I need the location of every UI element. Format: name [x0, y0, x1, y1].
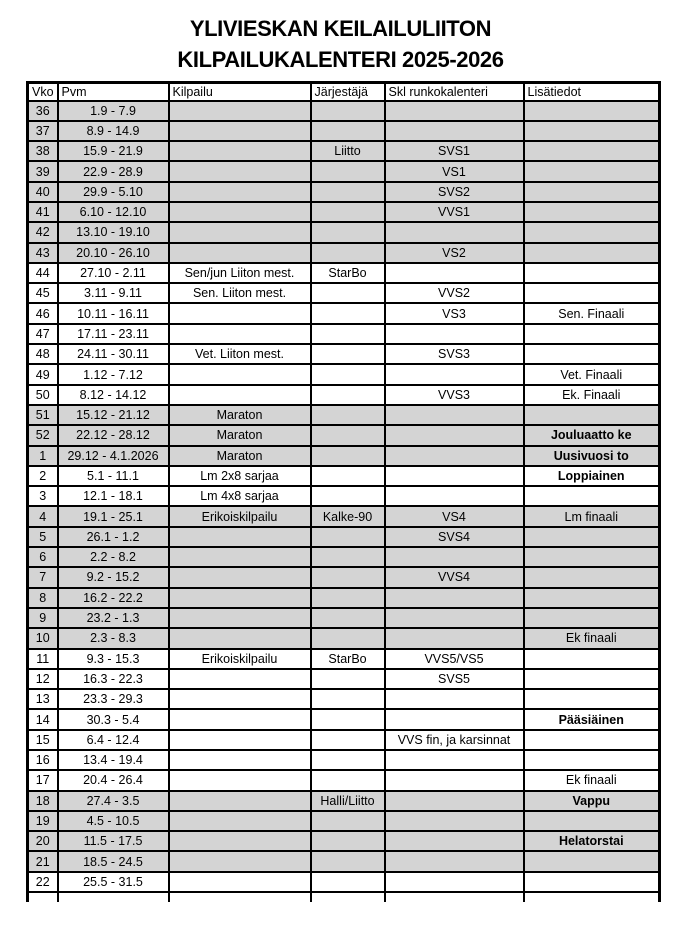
page-title-line1: YLIVIESKAN KEILAILULIITON: [189, 16, 492, 41]
cell-lisatiedot: [524, 567, 660, 587]
cell-kilpailu: [169, 161, 311, 181]
table-row: [28, 405, 660, 425]
cell-vko: 46: [28, 303, 58, 323]
cell-pvm: 10.11 - 16.11: [58, 303, 169, 323]
cell-skl: [385, 770, 524, 790]
table-row: [28, 141, 660, 161]
calendar-table: [26, 81, 661, 902]
cell-pvm: 8.9 - 14.9: [58, 121, 169, 141]
cell-jarjestaja: [311, 101, 385, 121]
table-row: [28, 161, 660, 181]
cell-vko: 6: [28, 547, 58, 567]
cell-pvm: 18.5 - 24.5: [58, 851, 169, 871]
cell-skl: [385, 892, 524, 902]
table-row: [28, 486, 660, 506]
table-row: [28, 527, 660, 547]
cell-skl: [385, 791, 524, 811]
cell-vko: 20: [28, 831, 58, 851]
table-row: [28, 770, 660, 790]
cell-kilpailu: Lm 4x8 sarjaa: [169, 486, 311, 506]
cell-lisatiedot: [524, 141, 660, 161]
cell-kilpailu: Maraton: [169, 405, 311, 425]
cell-vko: 48: [28, 344, 58, 364]
cell-kilpailu: [169, 750, 311, 770]
cell-vko: 50: [28, 385, 58, 405]
table-row: [28, 263, 660, 283]
cell-skl: [385, 872, 524, 892]
cell-kilpailu: [169, 811, 311, 831]
cell-skl: [385, 324, 524, 344]
table-row: [28, 811, 660, 831]
cell-jarjestaja: [311, 161, 385, 181]
cell-pvm: 15.9 - 21.9: [58, 141, 169, 161]
cell-skl: [385, 364, 524, 384]
cell-kilpailu: [169, 872, 311, 892]
cell-lisatiedot: Vappu: [524, 791, 660, 811]
cell-kilpailu: [169, 547, 311, 567]
cell-pvm: 19.1 - 25.1: [58, 506, 169, 526]
cell-lisatiedot: Ek finaali: [524, 628, 660, 648]
cell-skl: [385, 547, 524, 567]
cell-lisatiedot: [524, 202, 660, 222]
cell-lisatiedot: [524, 730, 660, 750]
cell-pvm: 27.10 - 2.11: [58, 263, 169, 283]
cell-skl: SVS4: [385, 527, 524, 547]
cell-pvm: 13.4 - 19.4: [58, 750, 169, 770]
cell-lisatiedot: Helatorstai: [524, 831, 660, 851]
cell-lisatiedot: Jouluaatto ke: [524, 425, 660, 445]
cell-vko: 52: [28, 425, 58, 445]
cell-jarjestaja: [311, 892, 385, 902]
cell-kilpailu: Sen/jun Liiton mest.: [169, 263, 311, 283]
cell-jarjestaja: [311, 547, 385, 567]
cell-skl: VVS fin, ja karsinnat: [385, 730, 524, 750]
cell-kilpailu: [169, 669, 311, 689]
cell-skl: VVS3: [385, 385, 524, 405]
cell-pvm: 2.3 - 8.3: [58, 628, 169, 648]
cell-jarjestaja: [311, 628, 385, 648]
cell-pvm: 30.3 - 5.4: [58, 709, 169, 729]
cell-kilpailu: [169, 709, 311, 729]
cell-kilpailu: [169, 243, 311, 263]
cell-pvm: 11.5 - 17.5: [58, 831, 169, 851]
cell-pvm: 9.3 - 15.3: [58, 649, 169, 669]
cell-pvm: 25.5 - 31.5: [58, 872, 169, 892]
cell-skl: [385, 608, 524, 628]
cell-lisatiedot: [524, 527, 660, 547]
cell-lisatiedot: [524, 750, 660, 770]
partial-row-stub: [28, 892, 660, 902]
cell-vko: 37: [28, 121, 58, 141]
cell-lisatiedot: [524, 182, 660, 202]
table-row: [28, 303, 660, 323]
cell-jarjestaja: [311, 851, 385, 871]
cell-kilpailu: [169, 141, 311, 161]
table-row: [28, 649, 660, 669]
cell-vko: 11: [28, 649, 58, 669]
cell-skl: [385, 101, 524, 121]
table-row: [28, 425, 660, 445]
cell-lisatiedot: [524, 222, 660, 242]
cell-pvm: 22.12 - 28.12: [58, 425, 169, 445]
cell-pvm: 20.4 - 26.4: [58, 770, 169, 790]
cell-kilpailu: [169, 324, 311, 344]
cell-vko: 45: [28, 283, 58, 303]
cell-lisatiedot: Pääsiäinen: [524, 709, 660, 729]
cell-kilpailu: [169, 202, 311, 222]
cell-jarjestaja: [311, 750, 385, 770]
cell-vko: 18: [28, 791, 58, 811]
cell-jarjestaja: [311, 709, 385, 729]
cell-pvm: 22.9 - 28.9: [58, 161, 169, 181]
cell-lisatiedot: [524, 486, 660, 506]
table-row: [28, 730, 660, 750]
cell-kilpailu: Lm 2x8 sarjaa: [169, 466, 311, 486]
cell-kilpailu: [169, 588, 311, 608]
cell-jarjestaja: [311, 567, 385, 587]
cell-jarjestaja: [311, 324, 385, 344]
cell-kilpailu: Erikoiskilpailu: [169, 506, 311, 526]
cell-vko: 47: [28, 324, 58, 344]
cell-pvm: 27.4 - 3.5: [58, 791, 169, 811]
table-row: [28, 385, 660, 405]
cell-jarjestaja: [311, 770, 385, 790]
cell-lisatiedot: Ek finaali: [524, 770, 660, 790]
cell-jarjestaja: [311, 385, 385, 405]
cell-lisatiedot: Ek. Finaali: [524, 385, 660, 405]
cell-kilpailu: [169, 730, 311, 750]
cell-jarjestaja: Kalke-90: [311, 506, 385, 526]
column-header-kilpailu: Kilpailu: [169, 83, 311, 101]
cell-jarjestaja: [311, 527, 385, 547]
cell-kilpailu: [169, 851, 311, 871]
cell-skl: [385, 689, 524, 709]
cell-lisatiedot: Lm finaali: [524, 506, 660, 526]
cell-vko: 5: [28, 527, 58, 547]
cell-lisatiedot: [524, 547, 660, 567]
cell-jarjestaja: [311, 405, 385, 425]
cell-jarjestaja: [311, 121, 385, 141]
cell-pvm: [58, 892, 169, 902]
table-row: [28, 567, 660, 587]
cell-vko: 19: [28, 811, 58, 831]
cell-lisatiedot: Uusivuosi to: [524, 446, 660, 466]
cell-pvm: 3.11 - 9.11: [58, 283, 169, 303]
cell-vko: 7: [28, 567, 58, 587]
cell-lisatiedot: [524, 669, 660, 689]
cell-skl: SVS2: [385, 182, 524, 202]
table-row: [28, 446, 660, 466]
cell-vko: 14: [28, 709, 58, 729]
cell-jarjestaja: [311, 303, 385, 323]
cell-kilpailu: [169, 303, 311, 323]
cell-vko: 21: [28, 851, 58, 871]
cell-vko: 3: [28, 486, 58, 506]
table-row: [28, 121, 660, 141]
cell-skl: [385, 811, 524, 831]
cell-skl: [385, 405, 524, 425]
table-row: [28, 750, 660, 770]
table-row: [28, 243, 660, 263]
cell-vko: 43: [28, 243, 58, 263]
cell-pvm: 24.11 - 30.11: [58, 344, 169, 364]
cell-jarjestaja: [311, 446, 385, 466]
cell-pvm: 13.10 - 19.10: [58, 222, 169, 242]
cell-skl: [385, 425, 524, 445]
cell-pvm: 12.1 - 18.1: [58, 486, 169, 506]
page-title-line2: KILPAILUKALENTERI 2025-2026: [177, 47, 504, 72]
table-row: [28, 851, 660, 871]
cell-jarjestaja: [311, 689, 385, 709]
cell-vko: 12: [28, 669, 58, 689]
cell-skl: VVS4: [385, 567, 524, 587]
cell-skl: SVS5: [385, 669, 524, 689]
cell-skl: [385, 851, 524, 871]
column-header-vko: Vko: [28, 83, 58, 101]
cell-skl: [385, 486, 524, 506]
cell-vko: 40: [28, 182, 58, 202]
cell-skl: [385, 121, 524, 141]
table-row: [28, 608, 660, 628]
cell-vko: 44: [28, 263, 58, 283]
table-row: [28, 588, 660, 608]
cell-vko: 51: [28, 405, 58, 425]
cell-pvm: 8.12 - 14.12: [58, 385, 169, 405]
cell-pvm: 29.12 - 4.1.2026: [58, 446, 169, 466]
cell-vko: 42: [28, 222, 58, 242]
cell-kilpailu: Sen. Liiton mest.: [169, 283, 311, 303]
cell-jarjestaja: StarBo: [311, 263, 385, 283]
cell-lisatiedot: [524, 811, 660, 831]
cell-pvm: 1.9 - 7.9: [58, 101, 169, 121]
cell-pvm: 17.11 - 23.11: [58, 324, 169, 344]
cell-lisatiedot: [524, 243, 660, 263]
header-row: [28, 83, 660, 101]
cell-pvm: 2.2 - 8.2: [58, 547, 169, 567]
table-row: [28, 324, 660, 344]
cell-skl: VVS2: [385, 283, 524, 303]
cell-lisatiedot: [524, 405, 660, 425]
cell-jarjestaja: [311, 831, 385, 851]
cell-vko: 10: [28, 628, 58, 648]
table-row: [28, 689, 660, 709]
cell-skl: [385, 628, 524, 648]
cell-pvm: 23.2 - 1.3: [58, 608, 169, 628]
cell-jarjestaja: [311, 608, 385, 628]
table-row: [28, 344, 660, 364]
table-row: [28, 202, 660, 222]
cell-lisatiedot: [524, 101, 660, 121]
cell-jarjestaja: Halli/Liitto: [311, 791, 385, 811]
cell-kilpailu: Maraton: [169, 425, 311, 445]
cell-kilpailu: [169, 892, 311, 902]
cell-vko: 9: [28, 608, 58, 628]
cell-vko: 39: [28, 161, 58, 181]
table-row: [28, 364, 660, 384]
cell-lisatiedot: [524, 263, 660, 283]
cell-lisatiedot: [524, 689, 660, 709]
table-row: [28, 669, 660, 689]
table-row: [28, 283, 660, 303]
cell-jarjestaja: Liitto: [311, 141, 385, 161]
cell-jarjestaja: [311, 486, 385, 506]
cell-vko: [28, 892, 58, 902]
cell-jarjestaja: [311, 669, 385, 689]
cell-pvm: 6.4 - 12.4: [58, 730, 169, 750]
cell-jarjestaja: [311, 872, 385, 892]
cell-vko: 1: [28, 446, 58, 466]
cell-kilpailu: [169, 791, 311, 811]
table-row: [28, 222, 660, 242]
table-row: [28, 101, 660, 121]
cell-vko: 16: [28, 750, 58, 770]
cell-skl: VS2: [385, 243, 524, 263]
cell-kilpailu: [169, 222, 311, 242]
cell-kilpailu: Erikoiskilpailu: [169, 649, 311, 669]
table-row: [28, 831, 660, 851]
cell-skl: [385, 750, 524, 770]
cell-pvm: 20.10 - 26.10: [58, 243, 169, 263]
cell-lisatiedot: [524, 608, 660, 628]
table-row: [28, 791, 660, 811]
cell-pvm: 23.3 - 29.3: [58, 689, 169, 709]
cell-lisatiedot: [524, 344, 660, 364]
cell-kilpailu: [169, 101, 311, 121]
cell-skl: [385, 466, 524, 486]
cell-jarjestaja: [311, 466, 385, 486]
cell-skl: [385, 588, 524, 608]
cell-skl: VS1: [385, 161, 524, 181]
table-row: [28, 547, 660, 567]
table-row: [28, 628, 660, 648]
cell-pvm: 6.10 - 12.10: [58, 202, 169, 222]
cell-skl: VS4: [385, 506, 524, 526]
cell-lisatiedot: [524, 588, 660, 608]
cell-jarjestaja: [311, 202, 385, 222]
cell-kilpailu: Vet. Liiton mest.: [169, 344, 311, 364]
cell-skl: VS3: [385, 303, 524, 323]
calendar-table-wrapper: [26, 81, 661, 902]
column-header-jarjestaja: Järjestäjä: [311, 83, 385, 101]
cell-lisatiedot: [524, 649, 660, 669]
cell-kilpailu: Maraton: [169, 446, 311, 466]
table-row: [28, 709, 660, 729]
cell-pvm: 5.1 - 11.1: [58, 466, 169, 486]
cell-lisatiedot: Loppiainen: [524, 466, 660, 486]
cell-kilpailu: [169, 831, 311, 851]
cell-skl: SVS3: [385, 344, 524, 364]
cell-lisatiedot: [524, 161, 660, 181]
cell-skl: [385, 709, 524, 729]
cell-skl: [385, 222, 524, 242]
cell-pvm: 4.5 - 10.5: [58, 811, 169, 831]
column-header-pvm: Pvm: [58, 83, 169, 101]
cell-pvm: 29.9 - 5.10: [58, 182, 169, 202]
cell-skl: SVS1: [385, 141, 524, 161]
cell-kilpailu: [169, 770, 311, 790]
cell-jarjestaja: [311, 425, 385, 445]
cell-jarjestaja: [311, 344, 385, 364]
cell-kilpailu: [169, 689, 311, 709]
table-row: [28, 182, 660, 202]
cell-jarjestaja: [311, 811, 385, 831]
cell-kilpailu: [169, 608, 311, 628]
cell-lisatiedot: [524, 283, 660, 303]
cell-skl: VVS5/VS5: [385, 649, 524, 669]
cell-kilpailu: [169, 527, 311, 547]
cell-kilpailu: [169, 385, 311, 405]
cell-vko: 41: [28, 202, 58, 222]
cell-kilpailu: [169, 567, 311, 587]
cell-pvm: 9.2 - 15.2: [58, 567, 169, 587]
calendar-table-body: [28, 101, 660, 903]
column-header-lisatiedot: Lisätiedot: [524, 83, 660, 101]
cell-vko: 8: [28, 588, 58, 608]
cell-jarjestaja: [311, 182, 385, 202]
cell-lisatiedot: [524, 872, 660, 892]
table-row: [28, 872, 660, 892]
cell-jarjestaja: [311, 730, 385, 750]
cell-pvm: 1.12 - 7.12: [58, 364, 169, 384]
cell-jarjestaja: [311, 243, 385, 263]
column-header-skl: Skl runkokalenteri: [385, 83, 524, 101]
cell-pvm: 15.12 - 21.12: [58, 405, 169, 425]
cell-pvm: 26.1 - 1.2: [58, 527, 169, 547]
cell-vko: 36: [28, 101, 58, 121]
cell-jarjestaja: [311, 364, 385, 384]
cell-lisatiedot: [524, 851, 660, 871]
cell-pvm: 16.3 - 22.3: [58, 669, 169, 689]
cell-lisatiedot: [524, 121, 660, 141]
cell-skl: [385, 446, 524, 466]
cell-kilpailu: [169, 182, 311, 202]
cell-vko: 38: [28, 141, 58, 161]
cell-jarjestaja: [311, 588, 385, 608]
cell-jarjestaja: StarBo: [311, 649, 385, 669]
cell-kilpailu: [169, 364, 311, 384]
cell-jarjestaja: [311, 222, 385, 242]
cell-lisatiedot: [524, 892, 660, 902]
cell-skl: [385, 831, 524, 851]
cell-pvm: 16.2 - 22.2: [58, 588, 169, 608]
cell-kilpailu: [169, 628, 311, 648]
cell-skl: [385, 263, 524, 283]
table-row: [28, 466, 660, 486]
table-row: [28, 506, 660, 526]
cell-vko: 2: [28, 466, 58, 486]
cell-lisatiedot: Sen. Finaali: [524, 303, 660, 323]
cell-jarjestaja: [311, 283, 385, 303]
cell-vko: 4: [28, 506, 58, 526]
cell-vko: 49: [28, 364, 58, 384]
cell-vko: 15: [28, 730, 58, 750]
cell-vko: 17: [28, 770, 58, 790]
cell-skl: VVS1: [385, 202, 524, 222]
cell-vko: 22: [28, 872, 58, 892]
cell-vko: 13: [28, 689, 58, 709]
cell-lisatiedot: Vet. Finaali: [524, 364, 660, 384]
cell-kilpailu: [169, 121, 311, 141]
cell-lisatiedot: [524, 324, 660, 344]
